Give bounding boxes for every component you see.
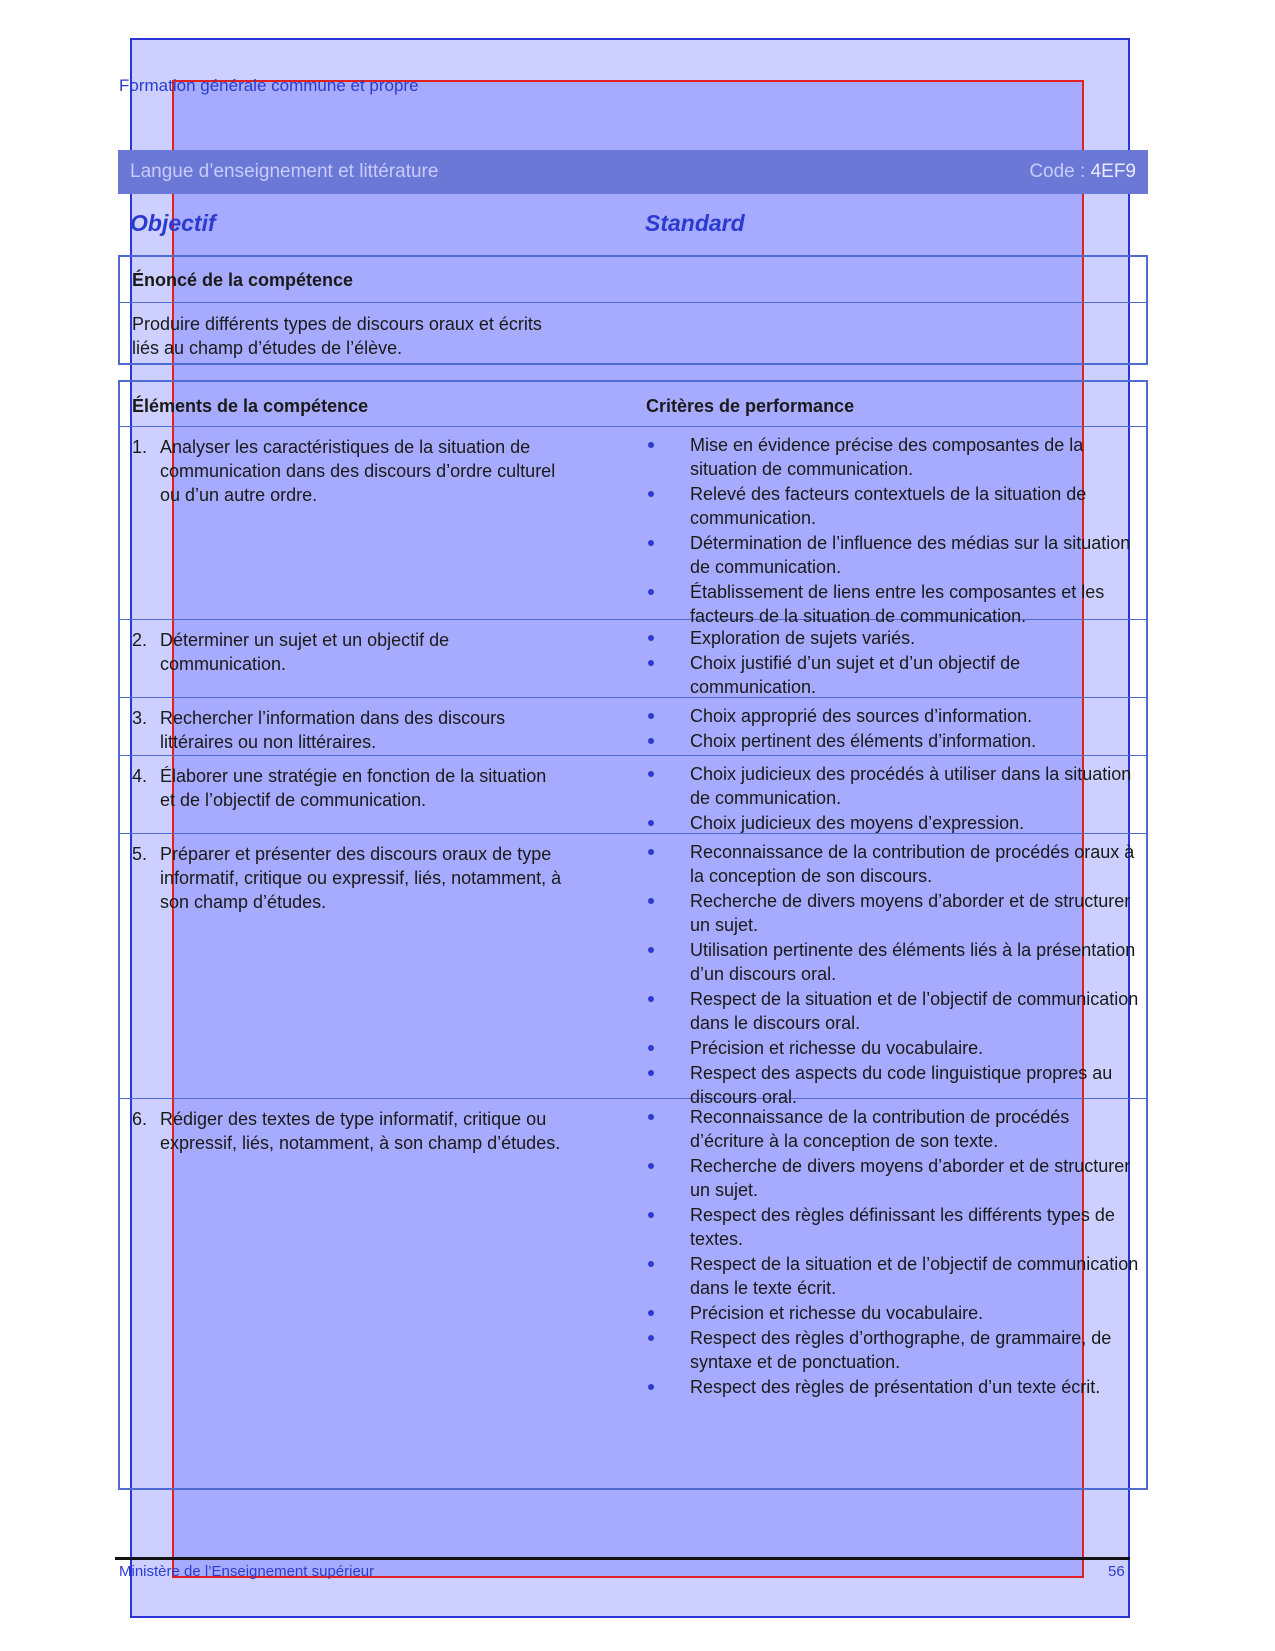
- footer-ministry: Ministère de l’Enseignement supérieur: [119, 1563, 375, 1580]
- bullet-icon: [648, 660, 654, 666]
- page-number: 56: [1108, 1563, 1125, 1580]
- criteria-item: [646, 762, 1141, 810]
- criteria-text: Utilisation pertinente des éléments liés à la présentation d’un discours oral.: [690, 940, 1136, 984]
- criteria-text: Choix approprié des sources d’information.: [690, 706, 1033, 726]
- element-number: 1.: [132, 437, 148, 457]
- criteria-text: Mise en évidence précise des composantes de la situation de communication.: [690, 435, 1084, 479]
- criteria-item: [646, 1301, 1141, 1325]
- criteria-list: [646, 626, 1141, 700]
- criteria-header: Critères de performance: [646, 396, 855, 416]
- course-code-label: Code :: [1029, 161, 1091, 182]
- criteria-item: [646, 1203, 1141, 1251]
- criteria-item: [646, 1154, 1141, 1202]
- bullet-icon: [648, 898, 654, 904]
- criteria-item: [646, 704, 1141, 728]
- criteria-item: [646, 729, 1141, 753]
- bullet-icon: [648, 1335, 654, 1341]
- criteria-text: Respect des règles définissant les différents types de textes.: [690, 1205, 1115, 1249]
- course-header-bar: [118, 150, 1148, 194]
- criteria-text: Recherche de divers moyens d’aborder et de structurer un sujet.: [690, 891, 1131, 935]
- bullet-icon: [648, 1261, 654, 1267]
- criteria-item: [646, 651, 1141, 699]
- criteria-item: [646, 1326, 1141, 1374]
- bullet-icon: [648, 849, 654, 855]
- criteria-item: [646, 626, 1141, 650]
- table-row: [120, 620, 1146, 698]
- criteria-item: [646, 987, 1141, 1035]
- objectif-heading: Objectif: [130, 210, 216, 236]
- criteria-text: Respect de la situation et de l’objectif de communication dans le texte écrit.: [690, 1254, 1139, 1298]
- enonce-text: Produire différents types de discours oraux et écrits liés au champ d’études de l’élève.: [132, 314, 542, 358]
- bullet-icon: [648, 442, 654, 448]
- competence-table: [118, 380, 1148, 1490]
- criteria-item: [646, 1375, 1141, 1399]
- bullet-icon: [648, 540, 654, 546]
- criteria-text: Précision et richesse du vocabulaire.: [690, 1303, 984, 1323]
- element-number: 4.: [132, 766, 148, 786]
- enonce-heading: Énoncé de la compétence: [120, 257, 1146, 303]
- criteria-list: [646, 433, 1141, 629]
- bullet-icon: [648, 820, 654, 826]
- criteria-text: Choix judicieux des moyens d’expression.: [690, 813, 1025, 833]
- bullet-icon: [648, 996, 654, 1002]
- footer-rule: [115, 1557, 1130, 1560]
- bullet-icon: [648, 491, 654, 497]
- criteria-text: Respect des règles de présentation d’un texte écrit.: [690, 1377, 1101, 1397]
- competence-element: [132, 628, 562, 676]
- criteria-text: Choix justifié d’un sujet et d’un objectif de communication.: [690, 653, 1021, 697]
- bullet-icon: [648, 1310, 654, 1316]
- table-header: [120, 382, 1146, 427]
- bullet-icon: [648, 1070, 654, 1076]
- criteria-list: [646, 704, 1141, 754]
- elements-header: Éléments de la compétence: [132, 396, 369, 416]
- criteria-item: [646, 482, 1141, 530]
- criteria-item: [646, 1252, 1141, 1300]
- element-text: Rédiger des textes de type informatif, critique ou expressif, liés, notamment, à son champ d’études.: [160, 1109, 561, 1153]
- criteria-item: [646, 433, 1141, 481]
- table-row: [120, 756, 1146, 834]
- element-text: Analyser les caractéristiques de la situation de communication dans des discours d’ordre culturel ou d’un autre ordre.: [160, 437, 556, 505]
- criteria-text: Recherche de divers moyens d’aborder et de structurer un sujet.: [690, 1156, 1131, 1200]
- enonce-box: [118, 255, 1148, 365]
- criteria-text: Précision et richesse du vocabulaire.: [690, 1038, 984, 1058]
- criteria-list: [646, 762, 1141, 836]
- criteria-text: Détermination de l’influence des médias sur la situation de communication.: [690, 533, 1131, 577]
- element-number: 6.: [132, 1109, 148, 1129]
- criteria-item: [646, 531, 1141, 579]
- table-row: [120, 1099, 1146, 1429]
- competence-element: [132, 435, 562, 507]
- element-number: 3.: [132, 708, 148, 728]
- element-number: 2.: [132, 630, 148, 650]
- criteria-text: Respect des règles d’orthographe, de grammaire, de syntaxe et de ponctuation.: [690, 1328, 1112, 1372]
- course-code-value: 4EF9: [1090, 161, 1136, 182]
- competence-element: [132, 842, 562, 914]
- table-row: [120, 834, 1146, 1107]
- criteria-text: Reconnaissance de la contribution de procédés oraux à la conception de son discours.: [690, 842, 1135, 886]
- criteria-text: Exploration de sujets variés.: [690, 628, 916, 648]
- element-text: Déterminer un sujet et un objectif de communication.: [160, 630, 450, 674]
- bullet-icon: [648, 1045, 654, 1051]
- criteria-item: [646, 1036, 1141, 1060]
- criteria-item: [646, 811, 1141, 835]
- criteria-list: [646, 840, 1141, 1110]
- criteria-text: Respect des aspects du code linguistique propres au discours oral.: [690, 1063, 1113, 1107]
- bullet-icon: [648, 1114, 654, 1120]
- criteria-text: Choix pertinent des éléments d’information.: [690, 731, 1037, 751]
- criteria-text: Choix judicieux des procédés à utiliser dans la situation de communication.: [690, 764, 1132, 808]
- criteria-item: [646, 889, 1141, 937]
- criteria-list: [646, 1105, 1141, 1400]
- element-text: Rechercher l’information dans des discours littéraires ou non littéraires.: [160, 708, 506, 752]
- bullet-icon: [648, 1212, 654, 1218]
- element-number: 5.: [132, 844, 148, 864]
- criteria-item: [646, 840, 1141, 888]
- element-text: Élaborer une stratégie en fonction de la situation et de l’objectif de communication.: [160, 766, 547, 810]
- bullet-icon: [648, 947, 654, 953]
- bullet-icon: [648, 589, 654, 595]
- criteria-item: [646, 938, 1141, 986]
- bullet-icon: [648, 1384, 654, 1390]
- table-row: [120, 427, 1146, 626]
- criteria-text: Respect de la situation et de l’objectif de communication dans le discours oral.: [690, 989, 1139, 1033]
- standard-heading: Standard: [645, 210, 745, 236]
- bullet-icon: [648, 771, 654, 777]
- criteria-text: Reconnaissance de la contribution de procédés d’écriture à la conception de son texte.: [690, 1107, 1070, 1151]
- running-header: Formation générale commune et propre: [119, 76, 419, 95]
- bullet-icon: [648, 713, 654, 719]
- bullet-icon: [648, 1163, 654, 1169]
- criteria-text: Établissement de liens entre les composantes et les facteurs de la situation de communication.: [690, 582, 1105, 626]
- element-text: Préparer et présenter des discours oraux de type informatif, critique ou expressif, liés, notamment, à son champ d’études.: [160, 844, 562, 912]
- competence-element: [132, 1107, 562, 1155]
- competence-element: [132, 764, 562, 812]
- criteria-item: [646, 1105, 1141, 1153]
- bullet-icon: [648, 635, 654, 641]
- bullet-icon: [648, 738, 654, 744]
- course-title: Langue d’enseignement et littérature: [130, 161, 439, 182]
- competence-element: [132, 706, 562, 754]
- table-row: [120, 698, 1146, 756]
- criteria-text: Relevé des facteurs contextuels de la situation de communication.: [690, 484, 1087, 528]
- course-code: [1029, 161, 1136, 183]
